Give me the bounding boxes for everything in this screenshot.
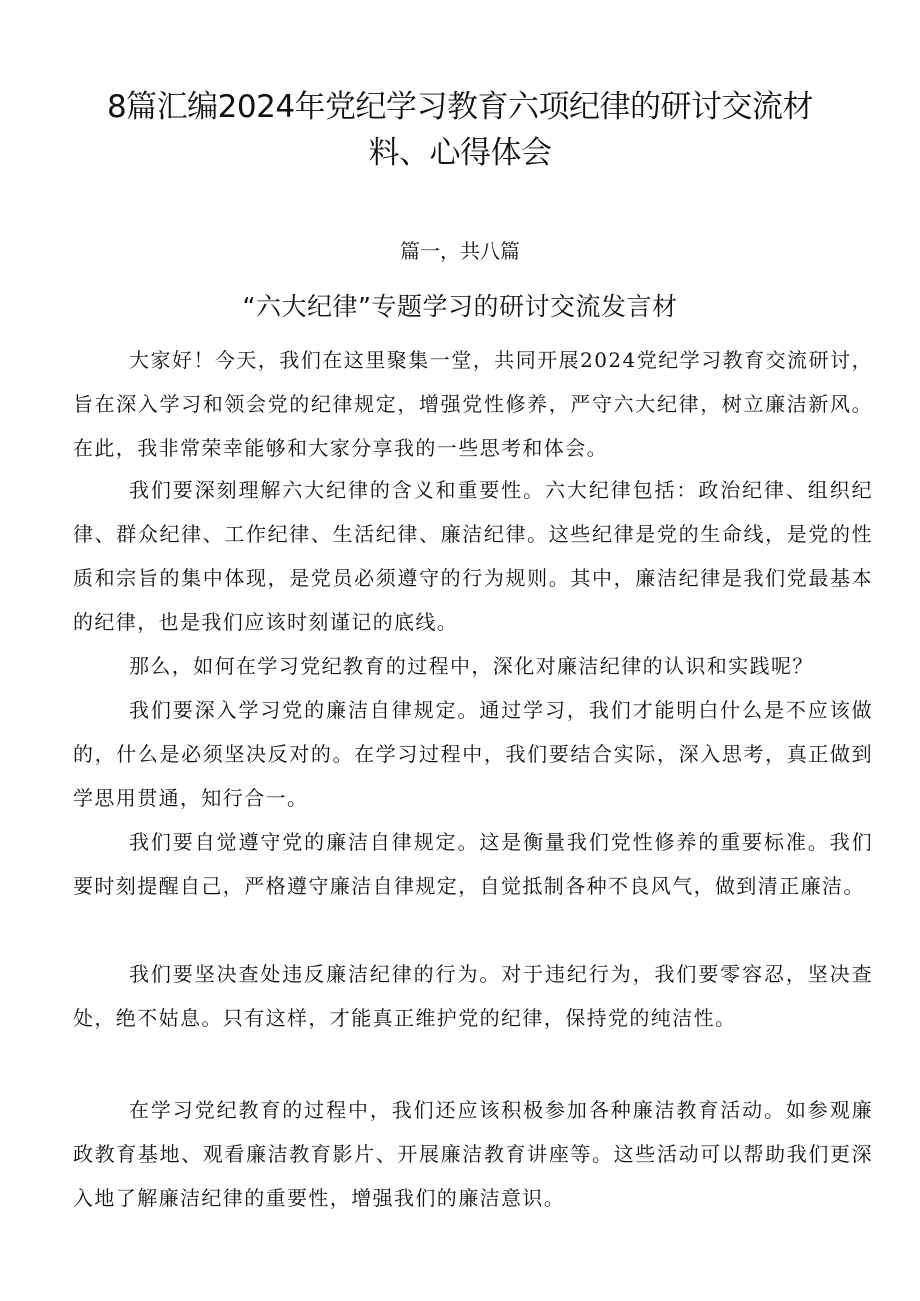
body-paragraph: 我们要深刻理解六大纪律的含义和重要性。六大纪律包括：政治纪律、组织纪律、群众纪律、工作纪律、生活纪律、廉洁纪律。这些纪律是党的生命线，是党的性质和宗旨的集中体现，是党员必须遵守的行为规则。其中，廉洁纪律是我们党最基本的纪律，也是我们应该时刻谨记的底线。 [73,478,873,634]
body-paragraph: 大家好！今天，我们在这里聚集一堂，共同开展2024党纪学习教育交流研讨，旨在深入学习和领会党的纪律规定，增强党性修养，严守六大纪律，树立廉洁新风。在此，我非常荣幸能够和大家分享我的一些思考和体会。 [73,348,873,460]
section-heading: “六大纪律”专题学习的研讨交流发言材 [242,292,678,321]
section-label: 篇一，共八篇 [400,239,520,263]
body-paragraph: 那么，如何在学习党纪教育的过程中，深化对廉洁纪律的认识和实践呢？ [129,654,814,678]
body-paragraph: 我们要坚决查处违反廉洁纪律的行为。对于违纪行为，我们要零容忍，坚决查处，绝不姑息。只有这样，才能真正维护党的纪律，保持党的纯洁性。 [73,962,873,1030]
body-paragraph: 我们要自觉遵守党的廉洁自律规定。这是衡量我们党性修养的重要标准。我们要时刻提醒自己，严格遵守廉洁自律规定，自觉抵制各种不良风气，做到清正廉洁。 [73,830,873,898]
body-paragraph: 在学习党纪教育的过程中，我们还应该积极参加各种廉洁教育活动。如参观廉政教育基地、观看廉洁教育影片、开展廉洁教育讲座等。这些活动可以帮助我们更深入地了解廉洁纪律的重要性，增强我们的廉洁意识。 [73,1098,873,1210]
body-paragraph: 我们要深入学习党的廉洁自律规定。通过学习，我们才能明白什么是不应该做的，什么是必须坚决反对的。在学习过程中，我们要结合实际，深入思考，真正做到学思用贯通，知行合一。 [73,698,873,810]
document-title: 8篇汇编2024年党纪学习教育六项纪律的研讨交流材料、心得体会 [106,89,814,171]
